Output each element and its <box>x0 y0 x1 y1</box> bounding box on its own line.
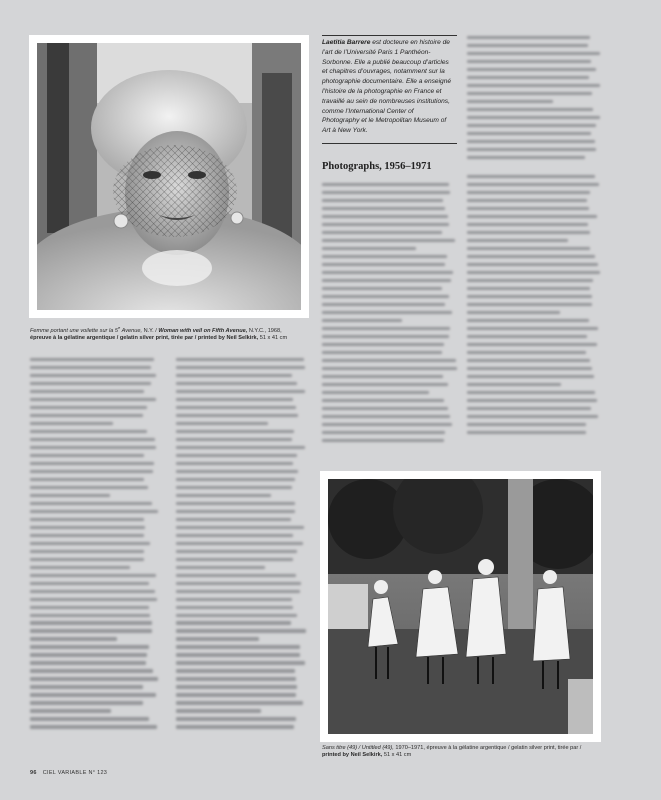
blurred-text-line <box>322 255 447 258</box>
blurred-text-line <box>467 68 596 71</box>
blurred-text-line <box>467 263 598 266</box>
blurred-text-line <box>176 518 291 521</box>
caption-title-en: Woman with veil on Fifth Avenue, <box>158 327 248 334</box>
blurred-text-line <box>30 598 157 601</box>
blurred-text-line <box>176 598 292 601</box>
blurred-text-line <box>467 359 590 362</box>
blurred-text-line <box>176 621 291 624</box>
blurred-text-line <box>30 374 156 377</box>
blurred-text-line <box>30 709 111 712</box>
blurred-text-line <box>176 645 300 648</box>
blurred-text-line <box>322 311 452 314</box>
blurred-text-line <box>467 303 592 306</box>
blurred-text-line <box>30 590 155 593</box>
blurred-text-line <box>30 422 113 425</box>
blurred-text-line <box>176 366 305 369</box>
blurred-text-line <box>30 390 144 393</box>
blurred-text-line <box>176 685 297 688</box>
blurred-text-line <box>467 124 596 127</box>
blurred-text-line <box>322 335 449 338</box>
blurred-text-line <box>176 701 303 704</box>
blurred-text-line <box>30 653 147 656</box>
body-text-column-right-bottom <box>467 175 601 438</box>
blurred-text-line <box>467 255 595 258</box>
blurred-text-line <box>176 398 293 401</box>
blurred-text-line <box>467 383 561 386</box>
blurred-text-line <box>30 550 144 553</box>
caption-place-2: N.Y.C., 1968, <box>247 327 282 334</box>
bio-top-rule <box>322 35 457 36</box>
blurred-text-line <box>467 60 591 63</box>
blurred-text-line <box>322 215 448 218</box>
caption2-info: 1970–1971, épreuve à la gélatine argentique / gelatin silver print, tirée par / <box>393 745 582 751</box>
blurred-text-line <box>322 207 445 210</box>
blurred-text-line <box>467 148 596 151</box>
blurred-text-line <box>467 100 553 103</box>
blurred-text-line <box>176 382 297 385</box>
blurred-text-line <box>322 279 451 282</box>
body-text-column-middle-top <box>322 183 457 446</box>
blurred-text-line <box>30 486 148 489</box>
blurred-text-line <box>322 239 455 242</box>
caption-superscript: e <box>118 325 121 330</box>
blurred-text-line <box>30 430 147 433</box>
blurred-text-line <box>467 351 586 354</box>
blurred-text-line <box>467 116 600 119</box>
blurred-text-line <box>467 343 597 346</box>
blurred-text-line <box>322 327 450 330</box>
blurred-text-line <box>467 223 588 226</box>
blurred-text-line <box>176 390 305 393</box>
blurred-text-line <box>176 478 295 481</box>
blurred-text-line <box>467 140 595 143</box>
blurred-text-line <box>322 303 445 306</box>
blurred-text-line <box>322 199 443 202</box>
photo1-caption <box>30 324 314 342</box>
blurred-text-line <box>30 558 144 561</box>
blurred-text-line <box>322 383 448 386</box>
blurred-text-line <box>176 677 296 680</box>
blurred-text-line <box>30 574 156 577</box>
blurred-text-line <box>30 637 117 640</box>
blurred-text-line <box>467 391 595 394</box>
blurred-text-line <box>467 407 591 410</box>
blurred-text-line <box>322 351 442 354</box>
blurred-text-line <box>467 327 598 330</box>
blurred-text-line <box>467 84 600 87</box>
blurred-text-line <box>30 669 153 672</box>
blurred-text-line <box>176 502 295 505</box>
blurred-text-line <box>176 494 271 497</box>
blurred-text-line <box>30 677 158 680</box>
blurred-text-line <box>322 263 445 266</box>
blurred-text-line <box>322 423 452 426</box>
blurred-text-line <box>30 382 151 385</box>
blurred-text-line <box>467 399 597 402</box>
blurred-text-line <box>467 295 592 298</box>
caption2-print-info: printed by Neil Selkirk, <box>322 752 383 759</box>
blurred-text-line <box>30 566 130 569</box>
blurred-text-line <box>322 223 449 226</box>
blurred-text-line <box>322 183 449 186</box>
blurred-text-line <box>30 701 143 704</box>
blurred-text-line <box>30 438 155 441</box>
blurred-text-line <box>467 199 587 202</box>
blurred-text-line <box>176 438 292 441</box>
blurred-text-line <box>176 422 268 425</box>
blurred-text-line <box>322 391 429 394</box>
blurred-text-line <box>30 717 149 720</box>
blurred-text-line <box>176 653 300 656</box>
blurred-text-line <box>467 207 589 210</box>
caption-title-fr: Femme portant une voilette sur la 5 <box>30 327 118 334</box>
author-bio <box>322 38 452 136</box>
blurred-text-line <box>30 645 149 648</box>
body-text-column-center <box>176 358 306 733</box>
photo-untitled-49-image <box>328 479 593 734</box>
blurred-text-line <box>467 92 592 95</box>
blurred-text-line <box>467 279 593 282</box>
blurred-text-line <box>467 215 597 218</box>
blurred-text-line <box>30 406 147 409</box>
photo-untitled-49 <box>320 471 601 742</box>
page-number: 96 <box>30 770 37 776</box>
photo-woman-with-veil <box>29 35 309 318</box>
blurred-text-line <box>467 239 568 242</box>
blurred-text-line <box>30 454 144 457</box>
blurred-text-line <box>30 478 144 481</box>
blurred-text-line <box>176 414 298 417</box>
blurred-text-line <box>176 661 305 664</box>
blurred-text-line <box>322 191 450 194</box>
blurred-text-line <box>467 415 598 418</box>
blurred-text-line <box>176 629 306 632</box>
blurred-text-line <box>467 287 590 290</box>
blurred-text-line <box>467 319 589 322</box>
blurred-text-line <box>176 606 293 609</box>
blurred-text-line <box>30 582 149 585</box>
blurred-text-line <box>322 375 443 378</box>
blurred-text-line <box>30 685 143 688</box>
blurred-text-line <box>467 431 586 434</box>
body-text-column-right-top <box>467 36 601 164</box>
section-title: Photographs, 1956–1971 <box>322 161 432 172</box>
blurred-text-line <box>30 510 158 513</box>
blurred-text-line <box>467 108 593 111</box>
blurred-text-line <box>176 693 296 696</box>
blurred-text-line <box>30 358 154 361</box>
blurred-text-line <box>30 621 152 624</box>
blurred-text-line <box>467 52 600 55</box>
photo-woman-with-veil-image <box>37 43 301 310</box>
blurred-text-line <box>176 406 296 409</box>
blurred-text-line <box>467 175 595 178</box>
blurred-text-line <box>176 717 296 720</box>
bio-author: Laetitia Barrere <box>322 39 371 46</box>
blurred-text-line <box>176 534 293 537</box>
blurred-text-line <box>30 518 144 521</box>
blurred-text-line <box>176 669 295 672</box>
blurred-text-line <box>467 191 590 194</box>
blurred-text-line <box>322 367 457 370</box>
blurred-text-line <box>176 550 297 553</box>
bio-text: est docteure en histoire de l’art de l’Université Paris 1 Panthéon-Sorbonne. Elle a publié beaucoup d’articles et chapitres d’ouvrages, notamment sur la photographie documentaire. Elle a enseigné l’histoire de la photographie en France et travaillé au sein de nombreuses institutions, comme l’International Center of Photography et le Metropolitan Museum of Art à New York. <box>322 39 452 135</box>
blurred-text-line <box>176 614 297 617</box>
blurred-text-line <box>322 319 402 322</box>
blurred-text-line <box>30 502 152 505</box>
blurred-text-line <box>30 494 110 497</box>
blurred-text-line <box>176 574 296 577</box>
blurred-text-line <box>322 247 416 250</box>
blurred-text-line <box>176 510 295 513</box>
photo2-caption <box>322 745 603 759</box>
blurred-text-line <box>176 582 301 585</box>
page-footer <box>30 770 107 776</box>
blurred-text-line <box>467 183 599 186</box>
blurred-text-line <box>176 590 300 593</box>
blurred-text-line <box>176 486 292 489</box>
blurred-text-line <box>30 414 143 417</box>
blurred-text-line <box>176 558 293 561</box>
blurred-text-line <box>176 430 294 433</box>
blurred-text-line <box>322 415 450 418</box>
blurred-text-line <box>322 231 442 234</box>
blurred-text-line <box>30 366 151 369</box>
magazine-name: CIEL VARIABLE N° 123 <box>42 770 108 776</box>
caption-place-1: N.Y. / <box>142 327 159 334</box>
blurred-text-line <box>30 606 149 609</box>
blurred-text-line <box>467 335 587 338</box>
blurred-text-line <box>30 526 145 529</box>
blurred-text-line <box>467 311 560 314</box>
blurred-text-line <box>322 399 444 402</box>
blurred-text-line <box>176 637 259 640</box>
blurred-text-line <box>176 542 303 545</box>
blurred-text-line <box>176 358 304 361</box>
body-text-column-left <box>30 358 158 733</box>
blurred-text-line <box>30 693 156 696</box>
blurred-text-line <box>322 431 445 434</box>
caption-print-info: épreuve à la gélatine argentique / gelatin silver print, tirée par / printed by Neil Selkirk, <box>30 335 259 342</box>
blurred-text-line <box>467 367 592 370</box>
blurred-text-line <box>322 343 444 346</box>
blurred-text-line <box>467 44 588 47</box>
blurred-text-line <box>30 470 153 473</box>
blurred-text-line <box>30 462 154 465</box>
blurred-text-line <box>30 542 150 545</box>
blurred-text-line <box>176 725 294 728</box>
blurred-text-line <box>176 470 298 473</box>
blurred-text-line <box>467 247 590 250</box>
blurred-text-line <box>467 132 591 135</box>
blurred-text-line <box>176 566 265 569</box>
blurred-text-line <box>467 76 589 79</box>
blurred-text-line <box>467 423 586 426</box>
caption-dimensions: 51 x 41 cm <box>258 335 288 342</box>
caption2-dimensions: 51 x 41 cm <box>382 752 412 759</box>
blurred-text-line <box>30 661 146 664</box>
blurred-text-line <box>30 534 144 537</box>
blurred-text-line <box>322 439 444 442</box>
blurred-text-line <box>30 629 152 632</box>
blurred-text-line <box>467 156 585 159</box>
blurred-text-line <box>176 374 292 377</box>
blurred-text-line <box>30 614 150 617</box>
blurred-text-line <box>322 295 449 298</box>
blurred-text-line <box>30 398 156 401</box>
blurred-text-line <box>176 446 305 449</box>
caption-title-fr-end: Avenue, <box>120 327 143 334</box>
caption2-title: Sans titre (49) / Untitled (49), <box>322 745 394 751</box>
blurred-text-line <box>30 446 156 449</box>
blurred-text-line <box>176 454 297 457</box>
blurred-text-line <box>176 526 304 529</box>
blurred-text-line <box>176 709 261 712</box>
blurred-text-line <box>322 407 448 410</box>
blurred-text-line <box>30 725 157 728</box>
blurred-text-line <box>467 36 590 39</box>
blurred-text-line <box>467 231 590 234</box>
blurred-text-line <box>467 375 594 378</box>
blurred-text-line <box>322 287 442 290</box>
blurred-text-line <box>467 271 600 274</box>
bio-bottom-rule <box>322 143 457 144</box>
blurred-text-line <box>322 359 456 362</box>
blurred-text-line <box>176 462 293 465</box>
blurred-text-line <box>322 271 453 274</box>
